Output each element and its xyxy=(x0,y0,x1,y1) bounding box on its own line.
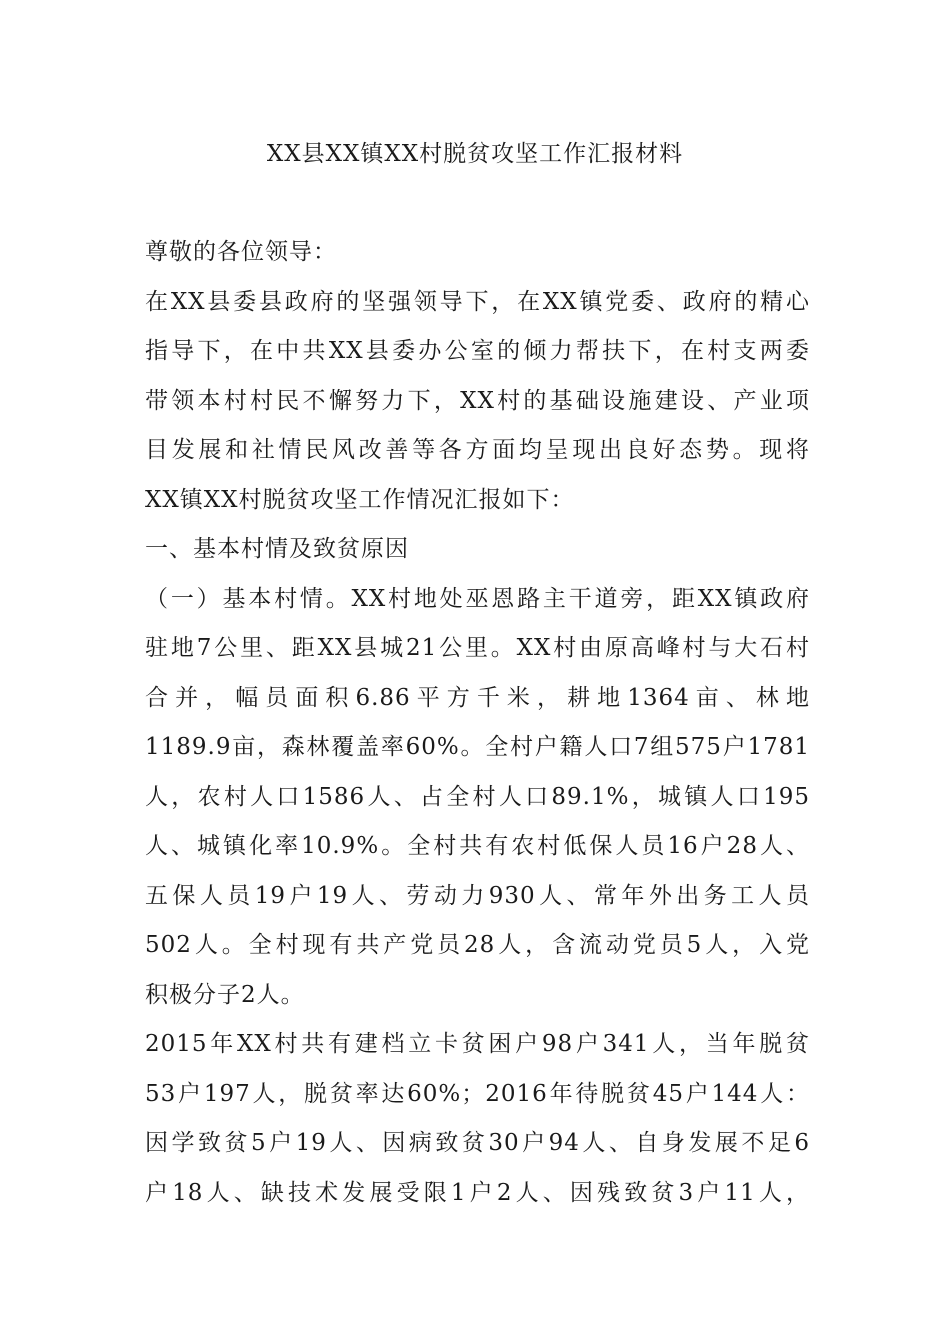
paragraph-line: 2015年XX村共有建档立卡贫困户98户341人，当年脱贫 xyxy=(145,1031,810,1057)
section-heading: 一、基本村情及致贫原因 xyxy=(145,536,409,562)
paragraph-line: 目发展和社情民风改善等各方面均呈现出良好态势。现将 xyxy=(145,437,810,463)
paragraph-line: 指导下，在中共XX县委办公室的倾力帮扶下，在村支两委 xyxy=(145,338,810,364)
paragraph-line: 53户197人，脱贫率达60%；2016年待脱贫45户144人： xyxy=(145,1080,810,1107)
paragraph-line: 1189.9亩，森林覆盖率60%。全村户籍人口7组575户1781 xyxy=(145,734,810,760)
paragraph-line: 积极分子2人。 xyxy=(145,981,305,1008)
paragraph-line: 502人。全村现有共产党员28人，含流动党员5人，入党 xyxy=(145,932,810,958)
document-title: XX县XX镇XX村脱贫攻坚工作汇报材料 xyxy=(266,141,684,167)
salutation-line: 尊敬的各位领导： xyxy=(145,239,337,265)
paragraph-line: 人、城镇化率10.9%。全村共有农村低保人员16户28人、 xyxy=(145,833,810,859)
paragraph-line: XX镇XX村脱贫攻坚工作情况汇报如下： xyxy=(145,486,575,513)
paragraph-line: （一）基本村情。XX村地处巫恩路主干道旁，距XX镇政府 xyxy=(145,585,810,612)
document-body xyxy=(145,228,810,1218)
paragraph-line: 因学致贫5户19人、因病致贫30户94人、自身发展不足6 xyxy=(145,1130,810,1156)
paragraph-line: 驻地7公里、距XX县城21公里。XX村由原高峰村与大石村 xyxy=(145,635,810,661)
paragraph-line: 户18人、缺技术发展受限1户2人、因残致贫3户11人， xyxy=(145,1179,810,1206)
paragraph-line: 人，农村人口1586人、占全村人口89.1%，城镇人口195 xyxy=(145,783,810,810)
paragraph-line: 五保人员19户19人、劳动力930人、常年外出务工人员 xyxy=(145,882,810,909)
paragraph-line: 带领本村村民不懈努力下，XX村的基础设施建设、产业项 xyxy=(145,387,810,414)
paragraph-line: 合并，幅员面积6.86平方千米，耕地1364亩、林地 xyxy=(145,684,810,711)
paragraph-line: 在XX县委县政府的坚强领导下，在XX镇党委、政府的精心 xyxy=(145,288,810,315)
